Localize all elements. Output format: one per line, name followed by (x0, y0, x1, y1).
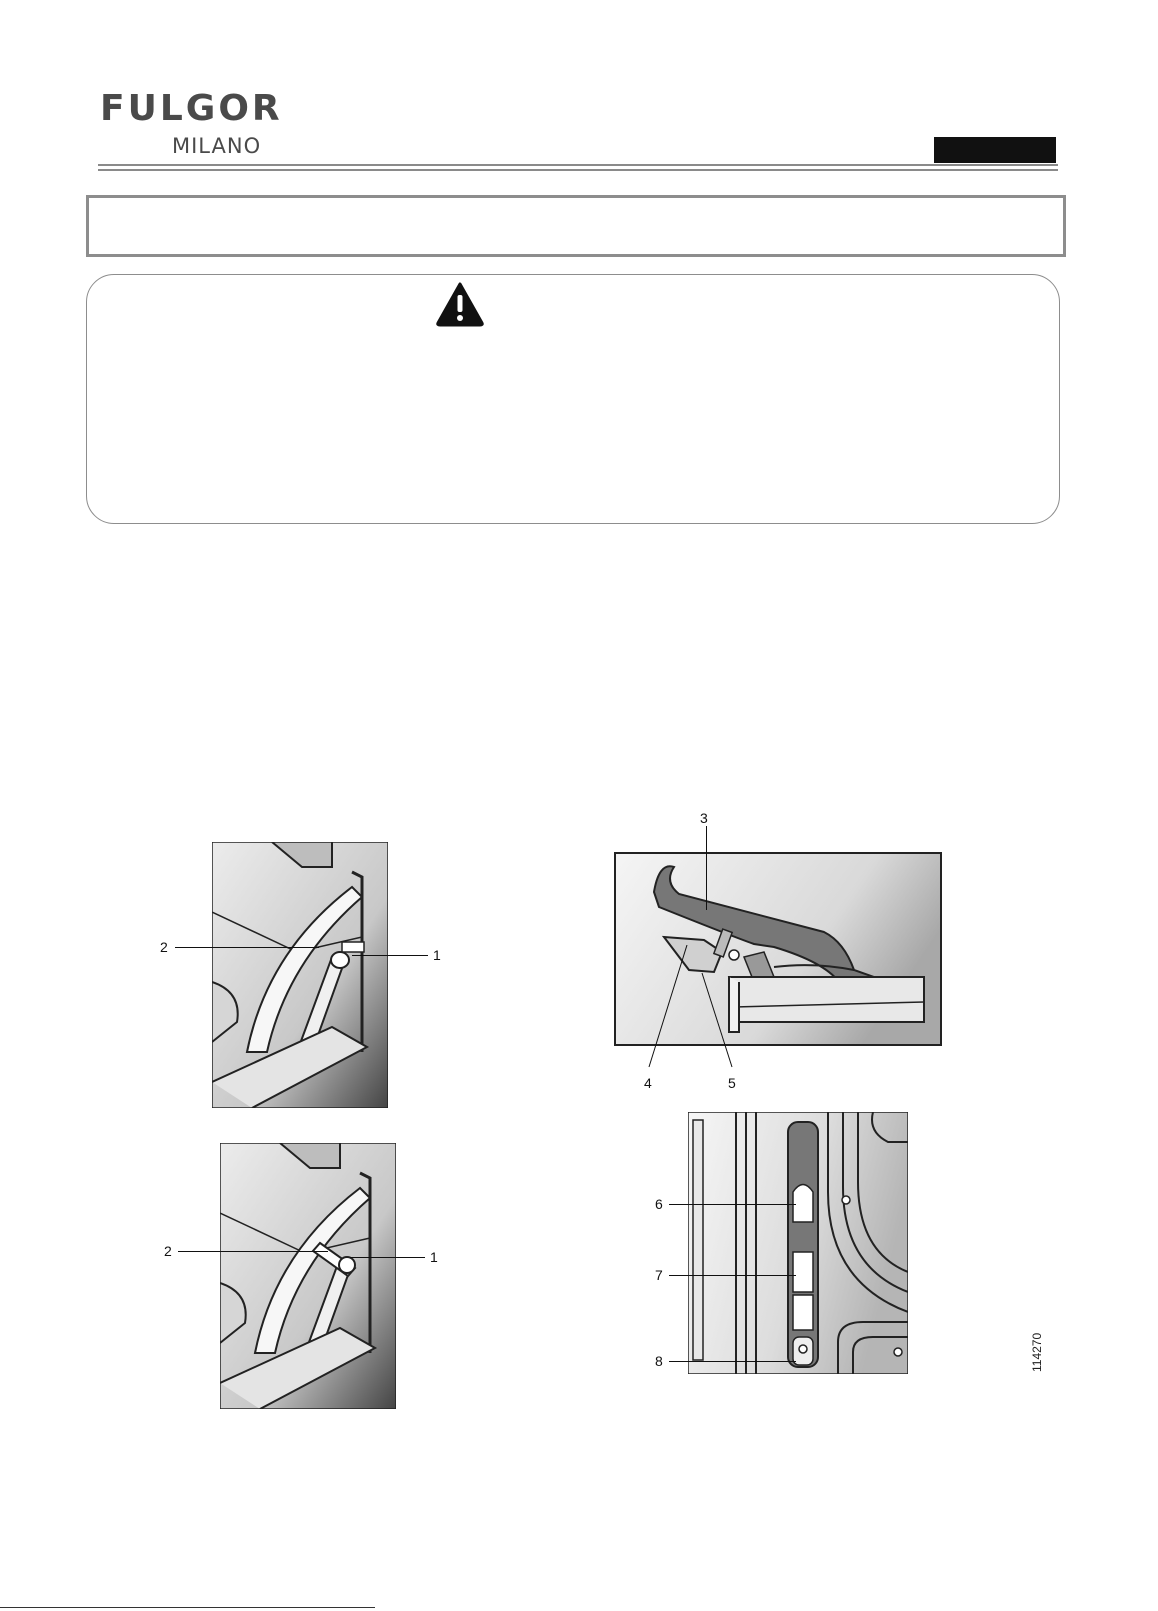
title-box (86, 195, 1066, 257)
callout-label: 1 (430, 1249, 438, 1265)
callout-label: 3 (700, 810, 708, 826)
header-rule-top (98, 164, 1058, 166)
section-tab (934, 137, 1056, 163)
warning-triangle-icon (435, 281, 485, 327)
callout-label: 4 (644, 1075, 652, 1091)
brand-logo-name: FULGOR (100, 88, 283, 129)
callout-leaders (640, 945, 750, 1075)
door-channel-figure (688, 1112, 908, 1374)
hinge-figure-closed (220, 1143, 396, 1409)
callout-label: 2 (164, 1243, 172, 1259)
callout-line (669, 1204, 796, 1205)
callout-label: 8 (655, 1353, 663, 1369)
footer-rule (0, 1607, 375, 1608)
warning-box (86, 274, 1060, 524)
callout-line (669, 1361, 796, 1362)
document-code: 114270 (1030, 1332, 1044, 1372)
callout-line (352, 955, 428, 956)
callout-label: 7 (655, 1267, 663, 1283)
callout-label: 2 (160, 939, 168, 955)
callout-line (669, 1275, 796, 1276)
brand-logo-sub: MILANO (172, 134, 262, 158)
callout-line (706, 826, 707, 910)
callout-label: 1 (433, 947, 441, 963)
header-rule-bottom (98, 169, 1058, 171)
callout-label: 6 (655, 1196, 663, 1212)
callout-line (350, 1257, 425, 1258)
callout-line (178, 1251, 328, 1252)
callout-label: 5 (728, 1075, 736, 1091)
callout-line (175, 947, 319, 948)
hinge-figure-open (212, 842, 388, 1108)
